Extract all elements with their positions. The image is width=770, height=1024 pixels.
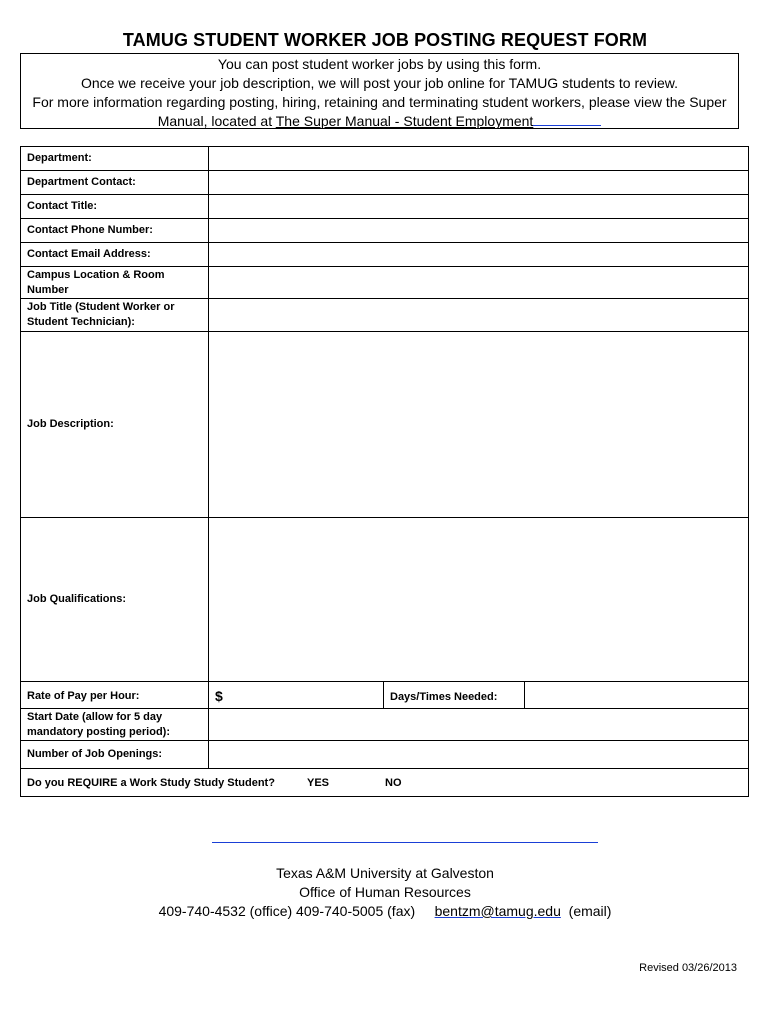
job-openings-label: Number of Job Openings: <box>21 741 209 769</box>
job-qualifications-input[interactable] <box>209 518 749 682</box>
start-date-label: Start Date (allow for 5 day mandatory posting period): <box>21 709 209 741</box>
department-label: Department: <box>21 147 209 171</box>
work-study-row <box>21 769 749 797</box>
intro-line-1: You can post student worker jobs by using this form. <box>217 56 542 72</box>
work-study-no[interactable]: NO <box>385 776 402 789</box>
department-contact-label: Department Contact: <box>21 171 209 195</box>
footer-org: Texas A&M University at Galveston <box>276 865 494 881</box>
rate-of-pay-label: Rate of Pay per Hour: <box>21 682 209 709</box>
rate-of-pay-input[interactable] <box>209 682 384 709</box>
footer-phones: 409-740-4532 (office) 409-740-5005 (fax) <box>158 903 416 919</box>
intro-box <box>20 53 739 129</box>
footer-divider <box>212 842 598 843</box>
super-manual-link[interactable]: The Super Manual - Student Employment <box>275 113 534 129</box>
job-description-input[interactable] <box>209 332 749 518</box>
job-title-input[interactable] <box>209 299 749 332</box>
job-openings-input[interactable] <box>209 741 749 769</box>
contact-email-label: Contact Email Address: <box>21 243 209 267</box>
form-title: TAMUG STUDENT WORKER JOB POSTING REQUEST FORM <box>122 30 648 50</box>
intro-line-2: Once we receive your job description, we will post your job online for TAMUG students to review. <box>80 75 679 91</box>
job-qualifications-label: Job Qualifications: <box>21 518 209 682</box>
work-study-question: Do you REQUIRE a Work Study Study Student? <box>27 776 275 789</box>
department-contact-input[interactable] <box>209 171 749 195</box>
footer-email-link[interactable]: bentzm@tamug.edu <box>434 903 561 919</box>
start-date-input[interactable] <box>209 709 749 741</box>
dollar-sign: $ <box>215 687 223 704</box>
job-description-label: Job Description: <box>21 332 209 518</box>
contact-phone-label: Contact Phone Number: <box>21 219 209 243</box>
contact-title-label: Contact Title: <box>21 195 209 219</box>
footer-phones-line <box>0 902 770 921</box>
days-times-label: Days/Times Needed: <box>384 682 525 709</box>
contact-email-input[interactable] <box>209 243 749 267</box>
contact-title-input[interactable] <box>209 195 749 219</box>
footer-contact <box>0 864 770 921</box>
footer-email-suffix: (email) <box>568 903 612 919</box>
job-title-label: Job Title (Student Worker or Student Technician): <box>21 299 209 332</box>
intro-line-3: For more information regarding posting, hiring, retaining and terminating student workers, please view the Super <box>32 94 727 110</box>
contact-phone-input[interactable] <box>209 219 749 243</box>
department-input[interactable] <box>209 147 749 171</box>
intro-line-4 <box>21 112 738 131</box>
days-times-input[interactable] <box>525 682 749 709</box>
job-posting-table <box>20 146 749 797</box>
campus-location-input[interactable] <box>209 267 749 299</box>
intro-line-4-prefix: Manual, located at <box>157 113 276 129</box>
revised-date: Revised 03/26/2013 <box>639 962 737 974</box>
campus-location-label: Campus Location & Room Number <box>21 267 209 299</box>
link-underline-tail <box>533 112 601 126</box>
footer-office: Office of Human Resources <box>299 884 471 900</box>
work-study-yes[interactable]: YES <box>307 776 330 789</box>
